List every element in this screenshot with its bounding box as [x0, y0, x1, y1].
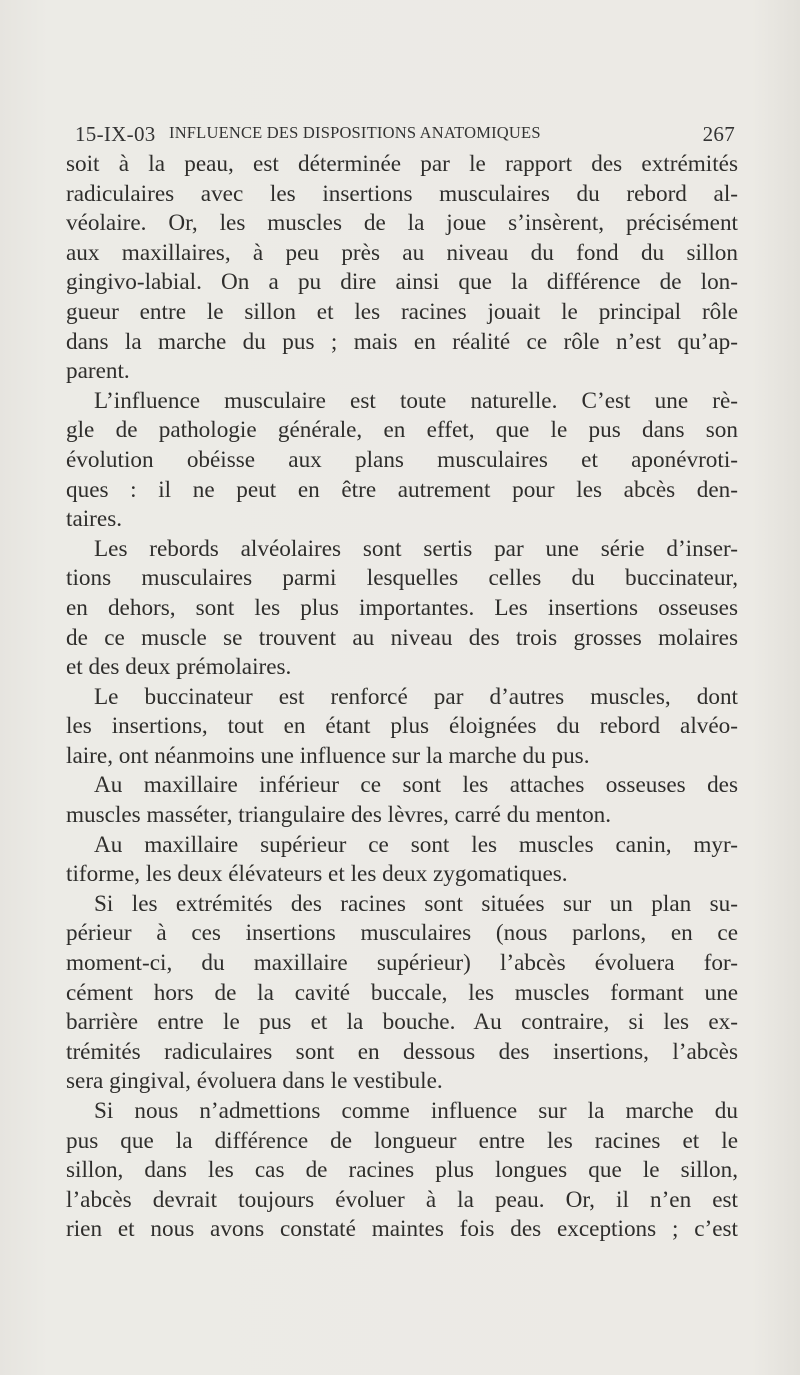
text-line: et des deux prémolaires. — [66, 654, 292, 681]
text-line: Le buccinateur est renforcé par d’autres muscles, dont — [94, 683, 738, 710]
text-line: l’abcès devrait toujours évoluer à la peau. Or, il n’en est — [66, 1186, 738, 1213]
text-line: gle de pathologie générale, en effet, que le pus dans son — [66, 417, 738, 444]
text-line: laire, ont néanmoins une influence sur la marche du pus. — [66, 742, 590, 769]
text-line: tions musculaires parmi lesquelles celles du buccinateur, — [66, 565, 738, 592]
text-line: L’influence musculaire est toute naturelle. C’est une rè- — [94, 387, 738, 414]
text-line: cément hors de la cavité buccale, les muscles formant une — [66, 979, 738, 1006]
text-line: évolution obéisse aux plans musculaires et aponévroti- — [66, 446, 738, 473]
text-line: Les rebords alvéolaires sont sertis par une série d’inser- — [94, 535, 738, 562]
text-line: moment-ci, du maxillaire supérieur) l’abcès évoluera for- — [66, 950, 738, 977]
text-line: rien et nous avons constaté maintes fois des exceptions ; c’est — [66, 1216, 738, 1243]
text-line: Au maxillaire supérieur ce sont les muscles canin, myr- — [94, 831, 738, 858]
text-line: sera gingival, évoluera dans le vestibule. — [66, 1068, 443, 1095]
body-text — [66, 150, 738, 1245]
text-line: soit à la peau, est déterminée par le rapport des extrémités — [66, 151, 738, 177]
text-line: parent. — [66, 358, 130, 385]
text-line: muscles masséter, triangulaire des lèvres, carré du menton. — [66, 802, 612, 829]
running-head-title: INFLUENCE DES DISPOSITIONS ANATOMIQUES — [169, 123, 541, 142]
text-line: gueur entre le sillon et les racines jouait le principal rôle — [66, 298, 738, 325]
text-line: aux maxillaires, à peu près au niveau du fond du sillon — [66, 239, 738, 266]
text-line: sillon, dans les cas de racines plus longues que le sillon, — [66, 1157, 738, 1184]
text-line: Si les extrémités des racines sont situées sur un plan su- — [94, 890, 738, 917]
text-line: barrière entre le pus et la bouche. Au contraire, si les ex- — [66, 1009, 738, 1036]
text-line: Au maxillaire inférieur ce sont les attaches osseuses des — [94, 772, 738, 799]
text-line: tiforme, les deux élévateurs et les deux zygomatiques. — [66, 861, 568, 888]
text-line: taires. — [66, 506, 123, 533]
text-line: trémités radiculaires sont en dessous des insertions, l’abcès — [66, 1038, 738, 1065]
text-line: véolaire. Or, les muscles de la joue s’insèrent, précisément — [66, 210, 738, 237]
text-line: périeur à ces insertions musculaires (nous parlons, en ce — [66, 920, 738, 947]
running-head-date: 15-IX-03 — [75, 122, 156, 146]
text-line: radiculaires avec les insertions musculaires du rebord al- — [66, 180, 738, 207]
text-line: dans la marche du pus ; mais en réalité ce rôle n’est qu’ap- — [66, 328, 738, 355]
text-line: pus que la différence de longueur entre les racines et le — [66, 1127, 738, 1154]
running-head — [75, 122, 735, 150]
page-number: 267 — [702, 122, 735, 146]
text-line: Si nous n’admettions comme influence sur la marche du — [94, 1098, 738, 1124]
text-line: gingivo-labial. On a pu dire ainsi que la différence de lon- — [66, 269, 738, 296]
text-line: les insertions, tout en étant plus éloignées du rebord alvéo- — [66, 713, 738, 740]
text-line: ques : il ne peut en être autrement pour les abcès den- — [66, 476, 738, 503]
text-line: en dehors, sont les plus importantes. Les insertions osseuses — [66, 594, 738, 621]
text-line: de ce muscle se trouvent au niveau des trois grosses molaires — [66, 624, 738, 651]
